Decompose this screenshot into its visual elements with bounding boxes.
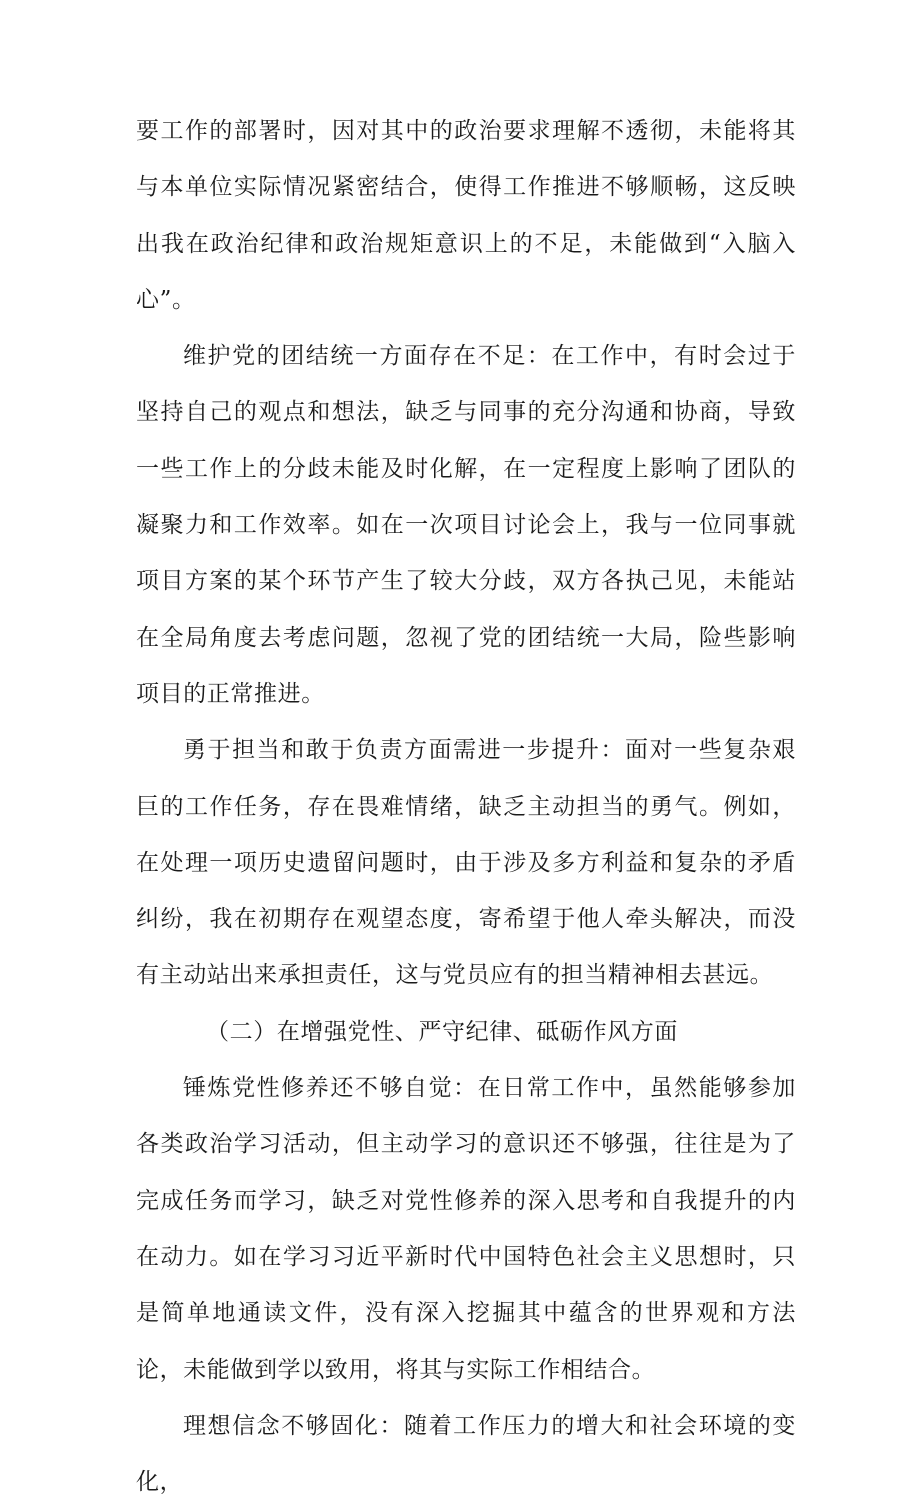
paragraph-ideals: 理想信念不够固化：随着工作压力的增大和社会环境的变化， [136, 1412, 796, 1496]
paragraph-continuation: 要工作的部署时，因对其中的政治要求理解不透彻，未能将其与本单位实际情况紧密结合，使得工作推进不够顺畅，这反映出我在政治纪律和政治规矩意识上的不足，未能做到“入脑入心”。 [136, 118, 796, 313]
paragraph-party-spirit: 锤炼党性修养还不够自觉：在日常工作中，虽然能够参加各类政治学习活动，但主动学习的意识还不够强，往往是为了完成任务而学习，缺乏对党性修养的深入思考和自我提升的内在动力。如在学习习近平新时代中国特色社会主义思想时，只是简单地通读文件，没有深入挖掘其中蕴含的世界观和方法论，未能做到学以致用，将其与实际工作相结合。 [136, 1075, 796, 1383]
paragraph-party-unity: 维护党的团结统一方面存在不足：在工作中，有时会过于坚持自己的观点和想法，缺乏与同事的充分沟通和协商，导致一些工作上的分歧未能及时化解，在一定程度上影响了团队的凝聚力和工作效率。如在一次项目讨论会上，我与一位同事就项目方案的某个环节产生了较大分歧，双方各执己见，未能站在全局角度去考虑问题，忽视了党的团结统一大局，险些影响项目的正常推进。 [136, 343, 796, 707]
document-body [136, 103, 796, 1510]
paragraph-responsibility: 勇于担当和敢于负责方面需进一步提升：面对一些复杂艰巨的工作任务，存在畏难情绪，缺乏主动担当的勇气。例如，在处理一项历史遗留问题时，由于涉及多方利益和复杂的矛盾纠纷，我在初期存在观望态度，寄希望于他人牵头解决，而没有主动站出来承担责任，这与党员应有的担当精神相去甚远。 [136, 737, 796, 989]
section-heading: （二）在增强党性、严守纪律、砥砺作风方面 [206, 1018, 678, 1045]
